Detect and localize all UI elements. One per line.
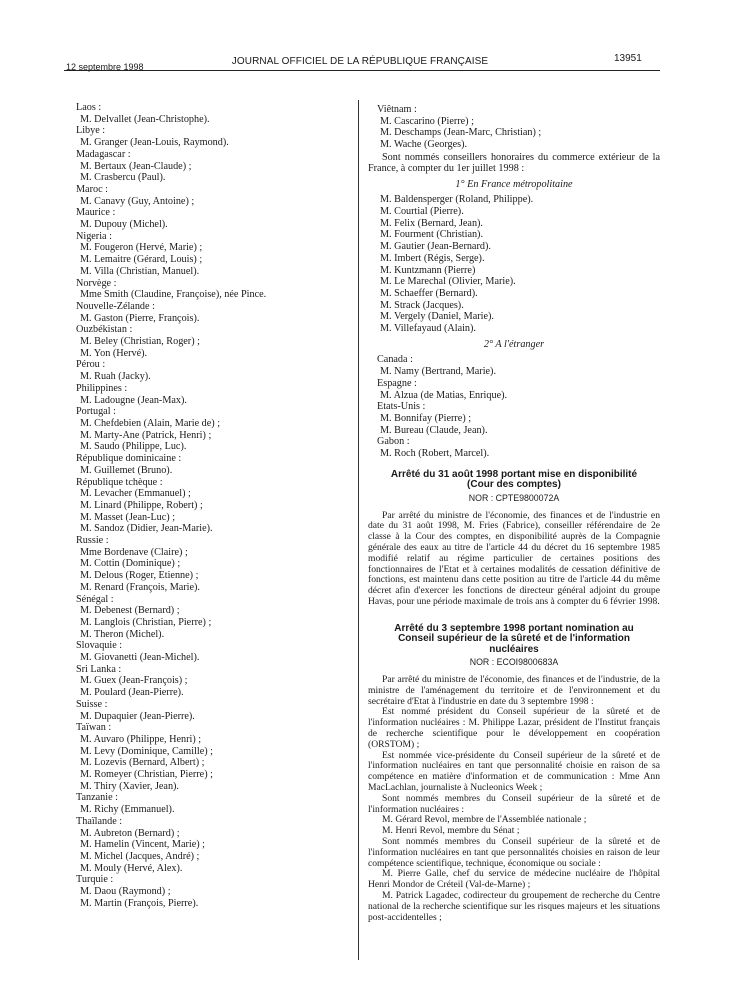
country-label: Maroc : bbox=[76, 183, 108, 195]
country-label: Espagne : bbox=[377, 377, 417, 389]
person-name: M. Dupouy (Michel). bbox=[80, 219, 168, 231]
person-name: M. Guillemet (Bruno). bbox=[80, 464, 173, 476]
arrete-2-paragraph: M. Gérard Revol, membre de l'Assemblée nationale ; bbox=[382, 814, 587, 826]
header-rule bbox=[64, 70, 660, 71]
person-name: M. Levy (Dominique, Camille) ; bbox=[80, 745, 213, 757]
person-name: M. Mouly (Hervé, Alex). bbox=[80, 862, 183, 874]
person-name: M. Sandoz (Didier, Jean-Marie). bbox=[80, 523, 213, 535]
person-name: M. Felix (Bernard, Jean). bbox=[380, 217, 483, 229]
person-name: M. Debenest (Bernard) ; bbox=[80, 605, 180, 617]
france-list bbox=[368, 194, 660, 334]
country-label: Libye : bbox=[76, 125, 106, 137]
country-label: Tanzanie : bbox=[76, 792, 118, 804]
person-name: M. Saudo (Philippe, Luc). bbox=[80, 441, 187, 453]
country-label: Suisse : bbox=[76, 698, 108, 710]
country-label: Viêtnam : bbox=[377, 104, 417, 115]
person-name: M. Richy (Emmanuel). bbox=[80, 804, 175, 816]
country-label: Norvège : bbox=[76, 277, 117, 289]
person-name: M. Ruah (Jacky). bbox=[80, 371, 151, 383]
person-name: M. Delous (Roger, Etienne) ; bbox=[80, 570, 199, 582]
arrete-2-title-line: nucléaires bbox=[489, 643, 539, 655]
person-name: M. Baldensperger (Roland, Philippe). bbox=[380, 194, 534, 206]
person-name: M. Martin (François, Pierre). bbox=[80, 897, 199, 909]
section-france: 1° En France métropolitaine bbox=[455, 178, 573, 190]
person-name: M. Beley (Christian, Roger) ; bbox=[80, 336, 200, 348]
person-name: M. Bureau (Claude, Jean). bbox=[380, 424, 488, 436]
person-name: M. Alzua (de Matias, Enrique). bbox=[380, 389, 508, 401]
country-label: Canada : bbox=[377, 354, 413, 366]
person-name: M. Levacher (Emmanuel) ; bbox=[80, 488, 191, 500]
person-name: M. Masset (Jean-Luc) ; bbox=[80, 511, 176, 523]
column-divider bbox=[358, 100, 359, 960]
person-name: M. Bertaux (Jean-Claude) ; bbox=[80, 160, 192, 172]
arrete-2-paragraph: M. Pierre Galle, chef du service de médecine nucléaire de l'hôpital Henri Mondor de Créteil (Val-de-Marne) ; bbox=[368, 868, 660, 891]
person-name: M. Schaeffer (Bernard). bbox=[380, 287, 478, 299]
arrete-2-paragraph: Sont nommés membres du Conseil supérieur de la sûreté et de l'information nucléaires : bbox=[368, 792, 660, 815]
country-label: République dominicaine : bbox=[76, 453, 182, 465]
person-name: M. Canavy (Guy, Antoine) ; bbox=[80, 195, 195, 207]
person-name: M. Cottin (Dominique) ; bbox=[80, 558, 181, 570]
person-name: M. Linard (Philippe, Robert) ; bbox=[80, 499, 203, 511]
honoraires-intro: Sont nommés conseillers honoraires du commerce extérieur de la France, à compter du 1er juillet 1998 : bbox=[368, 151, 660, 175]
person-name: M. Chefdebien (Alain, Marie de) ; bbox=[80, 417, 221, 429]
person-name: M. Villefayaud (Alain). bbox=[380, 323, 476, 335]
arrete-2-body bbox=[368, 675, 660, 923]
person-name: M. Auvaro (Philippe, Henri) ; bbox=[80, 733, 202, 745]
person-name: M. Fourment (Christian). bbox=[380, 229, 483, 241]
person-name: M. Poulard (Jean-Pierre). bbox=[80, 687, 184, 699]
person-name: M. Namy (Bertrand, Marie). bbox=[380, 366, 496, 378]
person-name: M. Ladougne (Jean-Max). bbox=[80, 394, 187, 406]
page-header bbox=[0, 50, 731, 70]
person-name: Mme Smith (Claudine, Françoise), née Pince. bbox=[80, 289, 267, 301]
arrete-2-title-line: Conseil supérieur de la sûreté et de l'information bbox=[398, 633, 630, 645]
person-name: M. Granger (Jean-Louis, Raymond). bbox=[80, 137, 229, 149]
person-name: M. Cascarino (Pierre) ; bbox=[380, 115, 474, 127]
country-label: Maurice : bbox=[76, 207, 116, 219]
arrete-2-paragraph: Est nommé président du Conseil supérieur de la sûreté et de l'information nucléaires : M. Philippe Lazar, président de l'Institut français de recherche scientifique pour le développement en coopération (ORSTOM) ; bbox=[368, 706, 660, 750]
person-name: Mme Bordenave (Claire) ; bbox=[80, 546, 188, 558]
country-label: Russie : bbox=[76, 535, 109, 547]
arrete-2-title bbox=[376, 624, 652, 655]
country-label: Gabon : bbox=[377, 436, 410, 448]
person-name: M. Wache (Georges). bbox=[380, 139, 468, 151]
person-name: M. Lemaitre (Gérard, Louis) ; bbox=[80, 254, 203, 266]
person-name: M. Hamelin (Vincent, Marie) ; bbox=[80, 839, 205, 851]
person-name: M. Crasbercu (Paul). bbox=[80, 172, 166, 184]
arrete-2-paragraph: Sont nommés membres du Conseil supérieur de la sûreté et de l'information nucléaires en tant que personnalités choisies en raison de leur compétence scientifique, technique, économique ou sociale : bbox=[368, 835, 660, 869]
arrete-1-title bbox=[376, 470, 652, 491]
person-name: M. Fougeron (Hervé, Marie) ; bbox=[80, 242, 203, 254]
person-name: M. Michel (Jacques, André) ; bbox=[80, 851, 200, 862]
person-name: M. Courtial (Pierre). bbox=[380, 206, 464, 218]
person-name: M. Marty-Ane (Patrick, Henri) ; bbox=[80, 429, 212, 441]
person-name: M. Le Marechal (Olivier, Marie). bbox=[380, 276, 516, 288]
arrete-2-paragraph: M. Patrick Lagadec, codirecteur du groupement de recherche du Centre national de la recherche scientifique sur les risques majeurs et les situations post-accidentelles ; bbox=[368, 889, 660, 923]
journal-title: JOURNAL OFFICIEL DE LA RÉPUBLIQUE FRANÇAISE bbox=[231, 56, 489, 67]
country-label: Sri Lanka : bbox=[76, 663, 122, 675]
country-label: Taïwan : bbox=[76, 722, 112, 734]
person-name: M. Dupaquier (Jean-Pierre). bbox=[80, 710, 195, 722]
arrete-2-paragraph: M. Henri Revol, membre du Sénat ; bbox=[382, 825, 520, 837]
page-number: 13951 bbox=[614, 53, 642, 64]
right-column bbox=[368, 104, 660, 923]
country-label: Laos : bbox=[76, 102, 102, 113]
country-label: Thaïlande : bbox=[76, 815, 123, 827]
person-name: M. Thiry (Xavier, Jean). bbox=[80, 780, 179, 792]
etranger-list bbox=[368, 354, 660, 459]
person-name: M. Kuntzmann (Pierre) bbox=[380, 264, 476, 276]
country-label: Portugal : bbox=[76, 406, 116, 418]
person-name: M. Delvallet (Jean-Christophe). bbox=[80, 113, 210, 125]
person-name: M. Giovanetti (Jean-Michel). bbox=[80, 652, 200, 664]
left-column bbox=[74, 102, 349, 910]
country-label: République tchèque : bbox=[76, 476, 163, 488]
person-name: M. Gaston (Pierre, François). bbox=[80, 312, 200, 324]
header-date: 12 septembre 1998 bbox=[66, 62, 144, 72]
person-name: M. Aubreton (Bernard) ; bbox=[80, 827, 180, 839]
arrete-1-title-line: (Cour des comptes) bbox=[467, 479, 561, 491]
person-name: M. Bonnifay (Pierre) ; bbox=[380, 412, 472, 424]
arrete-2-nor: NOR : ECOI9800683A bbox=[469, 657, 559, 667]
person-name: M. Villa (Christian, Manuel). bbox=[80, 265, 200, 277]
country-label: Etats-Unis : bbox=[377, 401, 426, 413]
person-name: M. Theron (Michel). bbox=[80, 628, 165, 640]
person-name: M. Yon (Hervé). bbox=[80, 347, 148, 359]
person-name: M. Daou (Raymond) ; bbox=[80, 886, 171, 898]
person-name: M. Renard (François, Marie). bbox=[80, 581, 200, 593]
arrete-1-body: Par arrêté du ministre de l'économie, des finances et de l'industrie en date du 31 août 1998, M. Fries (Fabrice), conseiller référendaire de 2e classe à la Cour des comptes, en disponibilité auprès de la Compagnie générale des eaux au titre de l'article 44 du décret du 16 septembre 1985 modifié relatif au régime particulier de certaines positions des fonctionnaires de l'Etat et à certaines modalités de cessation définitive de fonctions, est maintenu dans cette position au titre de l'article 44 du même décret afin d'exercer les fonctions de directeur général adjoint du groupe Havas, pour une période maximale de trois ans à compter du 6 février 1998. bbox=[368, 509, 660, 607]
person-name: M. Strack (Jacques). bbox=[380, 299, 464, 311]
country-label: Ouzbékistan : bbox=[76, 324, 133, 336]
country-label: Slovaquie : bbox=[76, 640, 123, 652]
arrete-1-title-line: Arrêté du 31 août 1998 portant mise en disponibilité bbox=[390, 468, 638, 480]
country-label: Nigeria : bbox=[76, 230, 112, 242]
country-label: Madagascar : bbox=[76, 148, 131, 160]
vietnam-list bbox=[368, 104, 660, 151]
country-label: Nouvelle-Zélande : bbox=[76, 300, 155, 312]
person-name: M. Roch (Robert, Marcel). bbox=[380, 448, 490, 460]
arrete-2-paragraph: Par arrêté du ministre de l'économie, des finances et de l'industrie, de la ministre de l'aménagement du territoire et de l'environnement et du secrétaire d'Etat à l'industrie en date du 3 septembre 1998 : bbox=[368, 674, 660, 707]
person-name: M. Romeyer (Christian, Pierre) ; bbox=[80, 769, 213, 781]
person-name: M. Lozevis (Bernard, Albert) ; bbox=[80, 757, 205, 769]
country-label: Sénégal : bbox=[76, 593, 114, 605]
arrete-2-title-line: Arrêté du 3 septembre 1998 portant nomination au bbox=[394, 622, 634, 634]
arrete-1-nor: NOR : CPTE9800072A bbox=[468, 492, 560, 503]
person-name: M. Gautier (Jean-Bernard). bbox=[380, 241, 491, 253]
person-name: M. Vergely (Daniel, Marie). bbox=[380, 311, 494, 323]
person-name: M. Imbert (Régis, Serge). bbox=[380, 252, 485, 264]
country-label: Pérou : bbox=[76, 359, 106, 371]
country-label: Turquie : bbox=[76, 874, 114, 886]
section-etranger: 2° A l'étranger bbox=[483, 338, 545, 350]
person-name: M. Deschamps (Jean-Marc, Christian) ; bbox=[380, 127, 542, 139]
person-name: M. Guex (Jean-François) ; bbox=[80, 675, 188, 687]
arrete-2-paragraph: Est nommée vice-présidente du Conseil supérieur de la sûreté et de l'information nucléaires en tant que personnalité choisie en raison de sa compétence en matière d'information et de communication : Mme Ann MacLachlan, journaliste à Nucleonics Week ; bbox=[368, 749, 660, 793]
person-name: M. Langlois (Christian, Pierre) ; bbox=[80, 616, 212, 628]
country-label: Philippines : bbox=[76, 382, 128, 394]
